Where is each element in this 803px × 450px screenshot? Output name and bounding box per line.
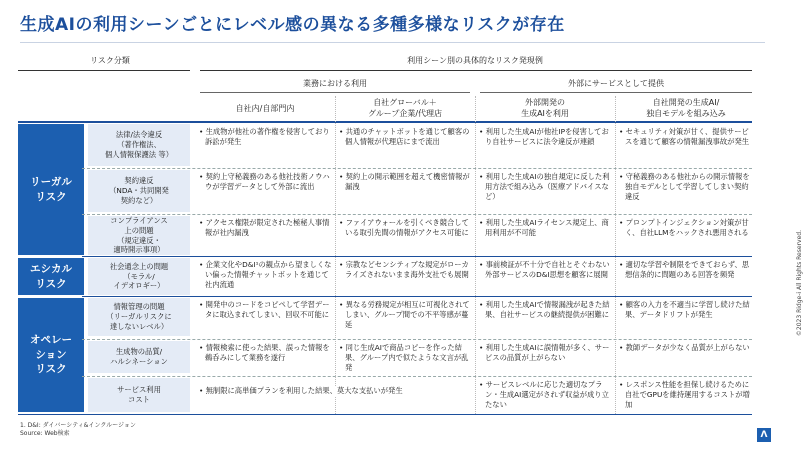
footnote: 1. D&I: ダイバーシティ&インクルージョン	[20, 422, 136, 429]
sub-category-label: 法律/法令違反 （著作権法、 個人情報保護法 等）	[105, 130, 173, 159]
header-business-use: 業務における利用	[303, 79, 367, 88]
copyright: ©2023 Ridge-i All Rights Reserved.	[796, 230, 803, 337]
header-service: 外部にサービスとして提供	[568, 79, 664, 88]
column-separator	[475, 96, 476, 414]
risk-cell: • ファイアウォールを引くべき競合している取引先間の情報がアクセス可能に	[339, 218, 469, 238]
category-ethical-risk	[18, 258, 84, 295]
sub-category-legal-violation	[88, 124, 190, 166]
header-rule-right	[200, 70, 752, 71]
sub-category-quality-hallucination	[88, 341, 190, 373]
sub-category-contract-violation	[88, 170, 190, 212]
sub-category-label: 情報管理の問題 （リーガルリスクに 達しないレベル）	[106, 302, 172, 331]
company-logo: Λ	[757, 428, 771, 442]
risk-cell: • セキュリティ対策が甘く、提供サービスを通じて顧客の情報漏洩事故が発生	[619, 127, 750, 147]
row-divider	[82, 168, 752, 169]
risk-cell: • 無制限に高単価プランを利用した結果、莫大な支払いが発生	[198, 386, 475, 396]
risk-cell: • レスポンス性能を担保し続けるために自社でGPUを維持運用するコストが増加	[619, 380, 750, 410]
risk-cell: • 情報検索に使った結果、誤った情報を鵜呑みにして業務を遂行	[199, 343, 330, 363]
sub-category-label: 生成物の品質/ ハルシネーション	[110, 347, 168, 366]
risk-cell: • 宗教などセンシティブな規定がローカライズされないまま海外支社でも展開	[339, 260, 469, 280]
risk-cell: • 契約上守秘義務のある他社技術ノウハウが学習データとして外部に流出	[199, 172, 330, 192]
sub-category-info-management	[88, 298, 190, 336]
column-header-4: 自社開発の生成AI/ 独自モデルを組み込み	[646, 98, 726, 118]
risk-cell: • 適切な学習や制限をできておらず、思想信条的に問題のある回答を频発	[619, 260, 750, 280]
service-rule	[480, 92, 752, 93]
sub-category-social-norms	[88, 258, 190, 295]
title-divider	[20, 42, 765, 43]
risk-cell: • サービスレベルに応じた適切なプラン・生成AI選定がされず収益が成り立たない	[479, 380, 609, 410]
sub-category-label: 契約違反 （NDA・共同開発 契約など）	[109, 176, 169, 205]
category-label: リーガル リスク	[30, 175, 72, 203]
risk-cell: • 企業文化やD&I¹の観点から望ましくない偏った情報チャットボットを通じて社内流通	[199, 260, 332, 290]
header-rule-left	[18, 70, 190, 71]
sub-category-label: 社会通念上の問題 （モラル/ イデオロギー）	[109, 261, 169, 291]
row-divider	[82, 339, 752, 340]
risk-cell: • 教師データが少なく品質が上がらない	[619, 343, 750, 352]
sub-category-label: コンプライアンス 上の問題 （規定違反・ 適時開示事項）	[110, 215, 168, 255]
column-header-3: 外部開発の 生成AIを利用	[521, 98, 569, 118]
table-bottom-rule	[18, 414, 752, 415]
column-separator	[335, 96, 336, 414]
risk-cell: • 共通のチャットボットを通じて顧客の個人情報が代理店にまで流出	[339, 127, 470, 147]
risk-cell: • プロンプトインジェクション対策が甘く、自社LLMをハックされ悪用される	[619, 218, 749, 238]
table-top-rule	[18, 121, 752, 123]
business-rule	[200, 92, 470, 93]
section-divider	[82, 256, 752, 257]
risk-cell: • 同じ生成AIで商品コピーを作った結果、グループ内で似たような文言が乱発	[339, 343, 469, 373]
risk-cell: • 利用した生成AIの独自規定に反した利用方法で組み込み（医療アドバイスなど）	[479, 172, 610, 202]
risk-cell: • 利用した生成AIで情報漏洩が起きた結果、自社サービスの継続提供が困難に	[479, 300, 610, 320]
risk-cell: • 開発中のコードをコピペして学習データに取込まれてしまい、回収不可能に	[199, 300, 330, 320]
risk-cell: • 守秘義務のある他社からの開示情報を独自モデルとして学習してしまい契約違反	[619, 172, 750, 202]
category-legal-risk	[18, 124, 84, 255]
row-divider	[82, 376, 752, 377]
risk-cell: • アクセス権限が限定された極秘人事情報が社内漏洩	[199, 218, 330, 238]
column-separator	[615, 96, 616, 414]
section-divider	[82, 296, 752, 297]
sub-category-label: サービス利用 コスト	[117, 385, 161, 404]
risk-cell: • 利用した生成AIライセンス規定上、商用利用が不可能	[479, 218, 609, 238]
header-examples: 利用シーン別の具体的なリスク発現例	[407, 56, 543, 65]
risk-cell: • 利用した生成AIに誤情報が多く、サービスの品質が上がらない	[479, 343, 610, 363]
header-risk-category: リスク分類	[90, 56, 130, 65]
risk-cell: • 利用した生成AIが他社IPを侵害しており自社サービスに法令違反が連鎖	[479, 127, 609, 147]
category-label: エシカル リスク	[30, 262, 72, 290]
category-label: オペレー ション リスク	[30, 333, 72, 376]
risk-cell: • 異なる労務規定が相互に可視化されてしまい、グループ間での不平等感が蔓延	[339, 300, 470, 330]
risk-cell: • 生成物が他社の著作権を侵害しており訴訟が発生	[199, 127, 330, 147]
sub-category-compliance	[88, 216, 190, 255]
category-operational-risk	[18, 298, 84, 412]
risk-cell: • 事前検証が不十分で自社とそぐわない外部サービスのD&I思想を顧客に展開	[479, 260, 610, 280]
risk-cell: • 契約上の開示範囲を超えて機密情報が漏洩	[339, 172, 470, 192]
risk-cell: • 顧客の入力を不適当に学習し続けた結果、データドリフトが発生	[619, 300, 750, 320]
column-header-2: 自社グローバル＋ グループ企業/代理店	[367, 98, 443, 118]
sub-category-service-cost	[88, 378, 190, 412]
source-note: Source: Web検索	[20, 430, 70, 437]
page-title: 生成AIの利用シーンごとにレベル感の異なる多種多様なリスクが存在	[20, 15, 565, 35]
column-header-1: 自社内/自部門内	[235, 104, 295, 113]
